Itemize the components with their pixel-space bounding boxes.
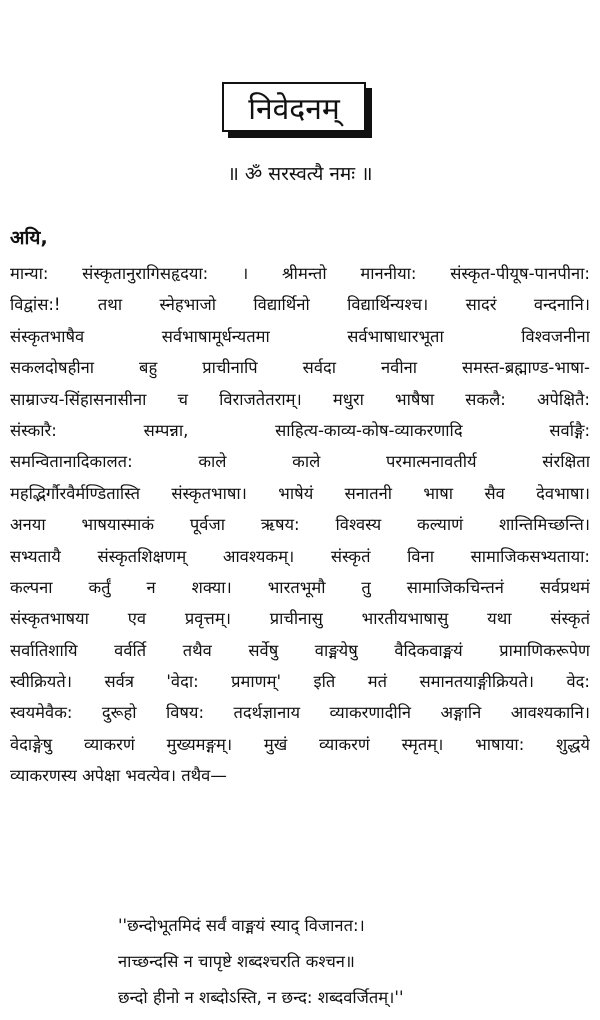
body-line: साम्राज्य-सिंहासनासीना च विराजतेतराम्। मधुरा भाषैषा सकलै: अपेक्षितै: xyxy=(10,389,590,409)
body-line: सकलदोषहीना बहु प्राचीनापि सर्वदा नवीना समस्त-ब्रह्माण्ड-भाषा- xyxy=(10,358,590,378)
verse-line: नाच्छन्दसि न चापृष्टे शब्दश्चरति कश्चन॥ xyxy=(118,952,355,971)
invocation-line: ॥ ॐ सरस्वत्यै नमः ॥ xyxy=(227,163,373,185)
body-line-last: व्याकरणस्य अपेक्षा भवत्येव। तथैव— xyxy=(10,766,227,786)
body-line: संस्कृतभाषया एव प्रवृत्तम्। प्राचीनासु भारतीयभाषासु यथा संस्कृतं xyxy=(10,609,590,629)
body-text xyxy=(10,258,590,792)
salutation: अयि, xyxy=(10,227,48,249)
body-line: मान्या: संस्कृतानुरागिसहृदया: । श्रीमन्तो माननीया: संस्कृत-पीयूष-पानपीना: xyxy=(10,264,590,283)
page-title: निवेदनम् xyxy=(222,82,366,132)
body-line: संस्कृतभाषैव सर्वभाषामूर्धन्यतमा सर्वभाषाधारभूता विश्वजनीना xyxy=(10,326,590,346)
body-line: स्वयमेवैक: दुरूहो विषय: तदर्थज्ञानाय व्याकरणादीनि अङ्गानि आवश्यकानि। xyxy=(10,703,590,723)
body-line: सर्वातिशायि वर्वर्ति तथैव सर्वेषु वाङ्मयेषु वैदिकवाङ्मयं प्रामाणिकरूपेण xyxy=(10,640,590,660)
body-line: संस्कारै: सम्पन्ना, साहित्य-काव्य-कोष-व्याकरणादि सर्वाङ्गै: xyxy=(10,420,590,440)
verse-line: छन्दो हीनो न शब्दोऽस्ति, न छन्द: शब्दवर्जितम्।'' xyxy=(118,988,404,1007)
body-line: समन्वितानादिकालत: काले काले परमात्मनावतीर्य संरक्षिता xyxy=(10,452,590,472)
verse-line: ''छन्दोभूतमिदं सर्वं वाङ्मयं स्याद् विजानत:। xyxy=(118,916,365,935)
body-line: सभ्यतायै संस्कृतशिक्षणम् आवश्यकम्। संस्कृतं विना सामाजिकसभ्यताया: xyxy=(10,546,590,566)
verse-quotation xyxy=(118,908,578,1016)
body-line: महद्भिर्गौरवैर्मण्डितास्ति संस्कृतभाषा। भाषेयं सनातनी भाषा सैव देवभाषा। xyxy=(10,483,590,503)
body-line: अनया भाषयास्माकं पूर्वजा ऋषय: विश्वस्य कल्याणं शान्तिमिच्छन्ति। xyxy=(10,515,590,535)
body-line: स्वीक्रियते। सर्वत्र 'वेदा: प्रमाणम्' इति मतं समानतयाङ्गीक्रियते। वेद: xyxy=(10,672,590,692)
body-line: वेदाङ्गेषु व्याकरणं मुख्यमङ्गम्। मुखं व्याकरणं स्मृतम्। भाषाया: शुद्धये xyxy=(10,734,590,754)
title-frame xyxy=(222,82,372,138)
body-line: विद्वांस:! तथा स्नेहभाजो विद्यार्थिनो विद्यार्थिन्यश्च। सादरं वन्दनानि। xyxy=(10,295,590,315)
body-line: कल्पना कर्तुं न शक्या। भारतभूमौ तु सामाजिकचिन्तनं सर्वप्रथमं xyxy=(10,577,590,597)
